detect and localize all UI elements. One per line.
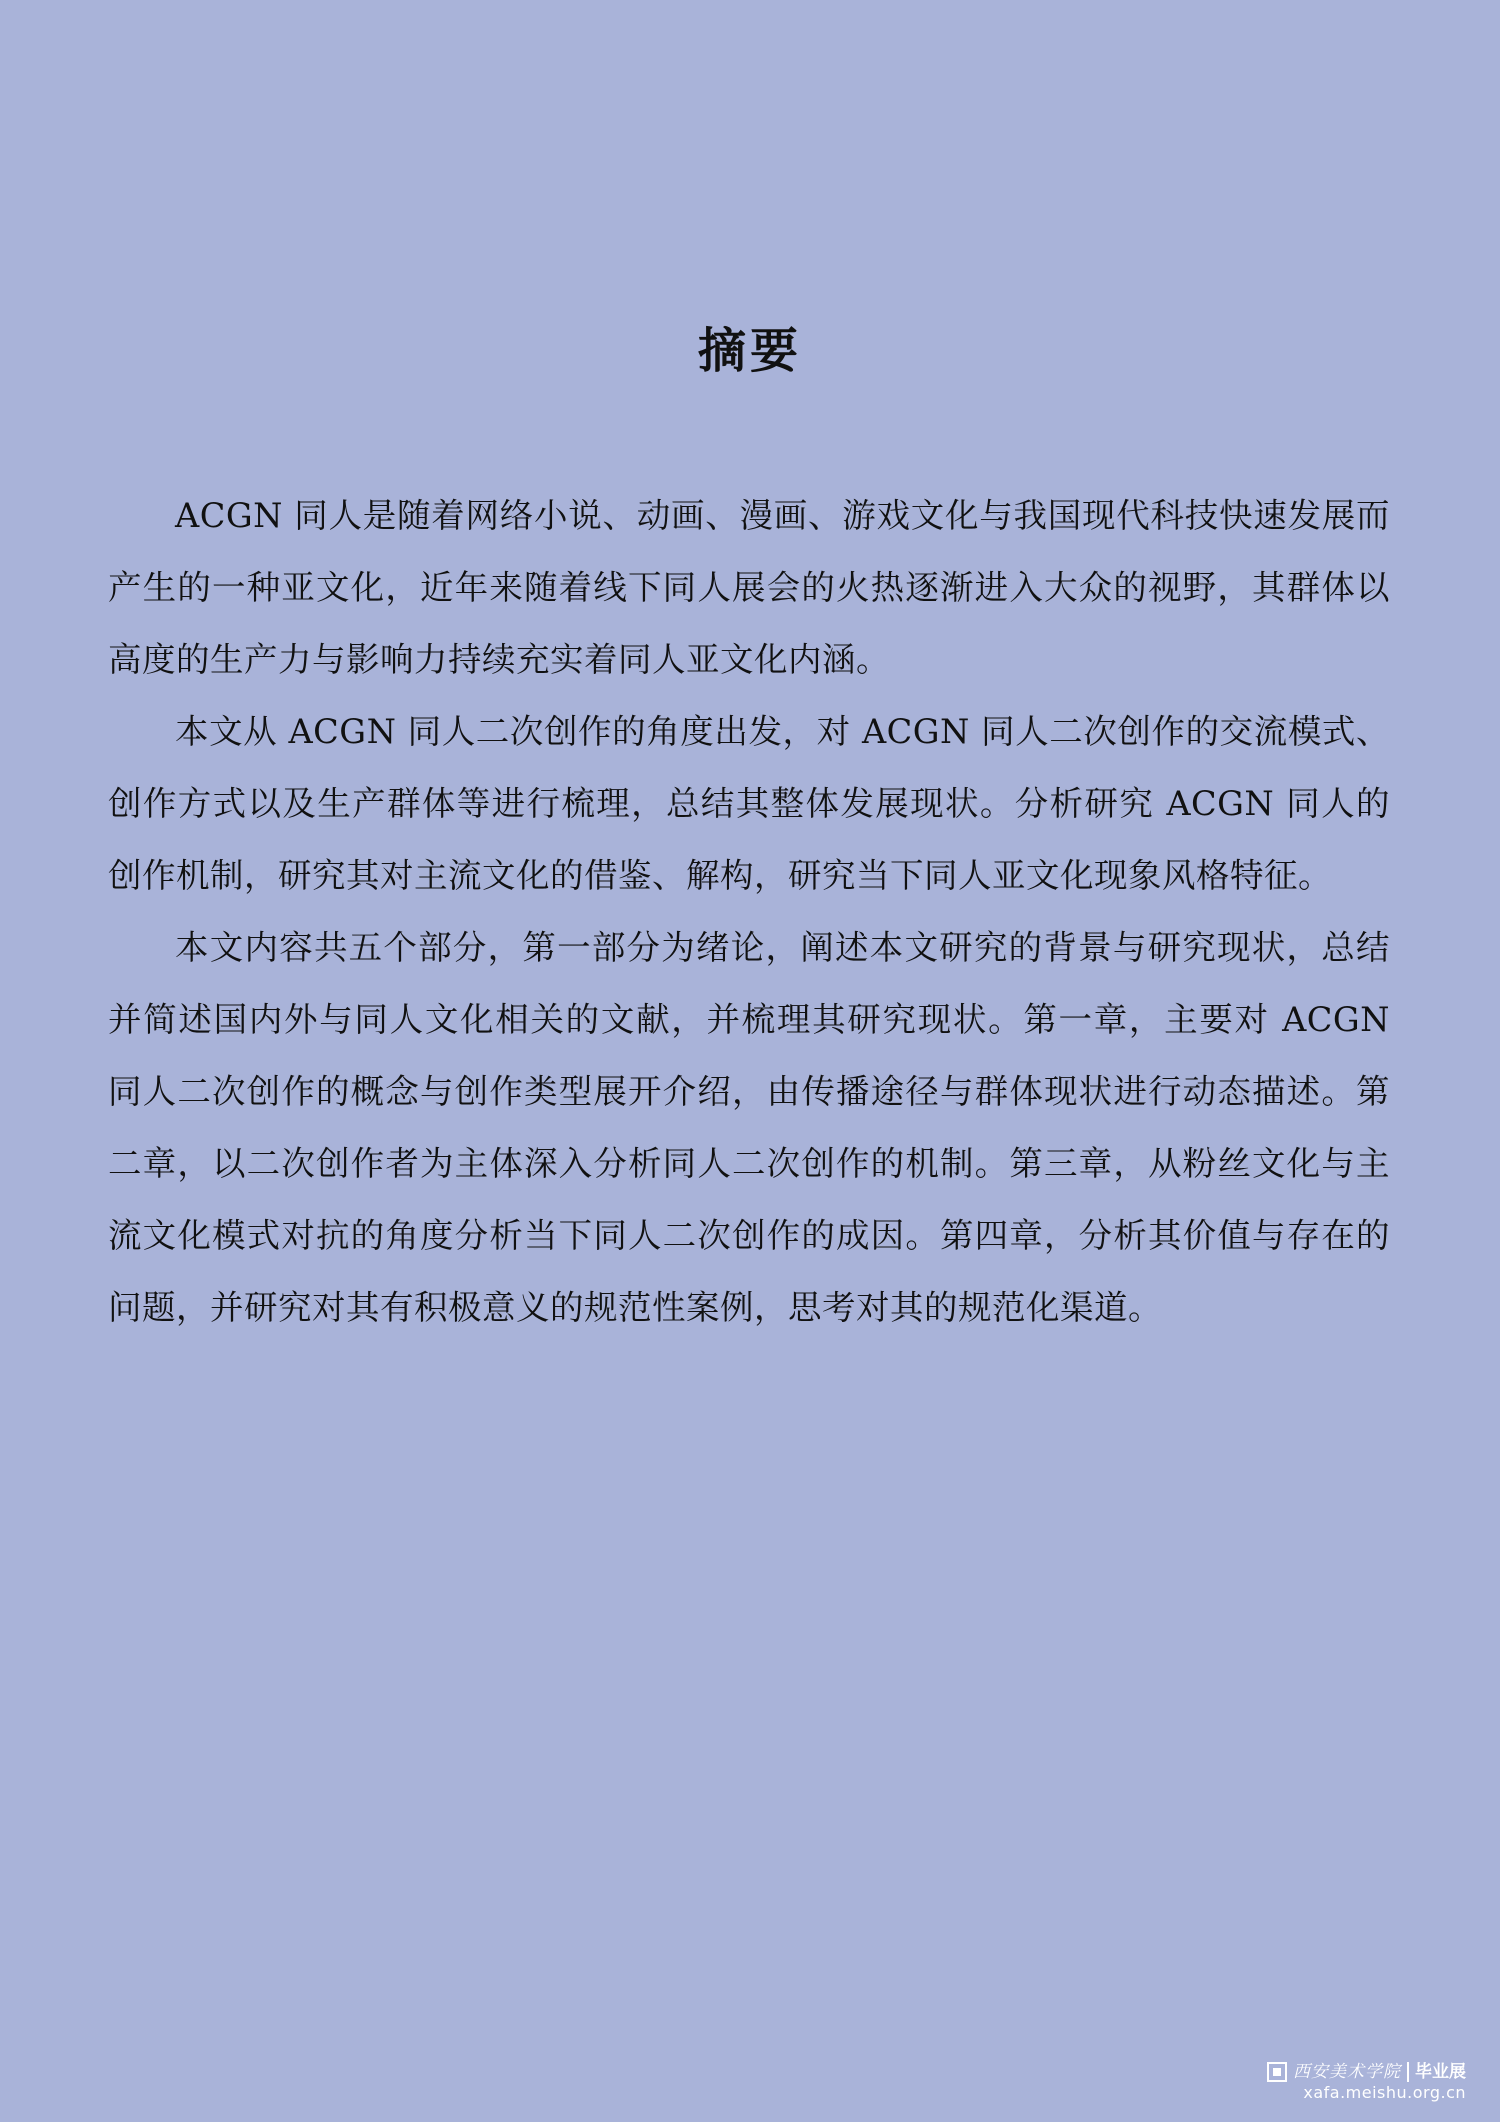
watermark-label: 毕业展 — [1415, 2062, 1466, 2083]
watermark — [1267, 2062, 1466, 2102]
watermark-url: xafa.meishu.org.cn — [1303, 2083, 1466, 2103]
abstract-paragraph-1: ACGN 同人是随着网络小说、动画、漫画、游戏文化与我国现代科技快速发展而产生的一种亚文化，近年来随着线下同人展会的火热逐渐进入大众的视野，其群体以高度的生产力与影响力持续充实着同人亚文化内涵。 — [108, 496, 1390, 679]
watermark-header — [1267, 2062, 1466, 2082]
abstract-paragraph-2: 本文从 ACGN 同人二次创作的角度出发，对 ACGN 同人二次创作的交流模式、创作方式以及生产群体等进行梳理，总结其整体发展现状。分析研究 ACGN 同人的创作机制，研究其对主流文化的借鉴、解构，研究当下同人亚文化现象风格特征。 — [108, 712, 1390, 895]
abstract-body — [108, 480, 1390, 1344]
school-logo-icon — [1267, 2062, 1287, 2082]
page-title: 摘要 — [697, 323, 802, 379]
abstract-paragraph-3: 本文内容共五个部分，第一部分为绪论，阐述本文研究的背景与研究现状，总结并简述国内外与同人文化相关的文献，并梳理其研究现状。第一章，主要对 ACGN 同人二次创作的概念与创作类型展开介绍，由传播途径与群体现状进行动态描述。第二章，以二次创作者为主体深入分析同人二次创作的机制。第三章，从粉丝文化与主流文化模式对抗的角度分析当下同人二次创作的成因。第四章，分析其价值与存在的问题，并研究对其有积极意义的规范性案例，思考对其的规范化渠道。 — [108, 928, 1390, 1327]
watermark-divider — [1407, 2062, 1409, 2082]
watermark-school: 西安美术学院 — [1293, 2062, 1401, 2083]
